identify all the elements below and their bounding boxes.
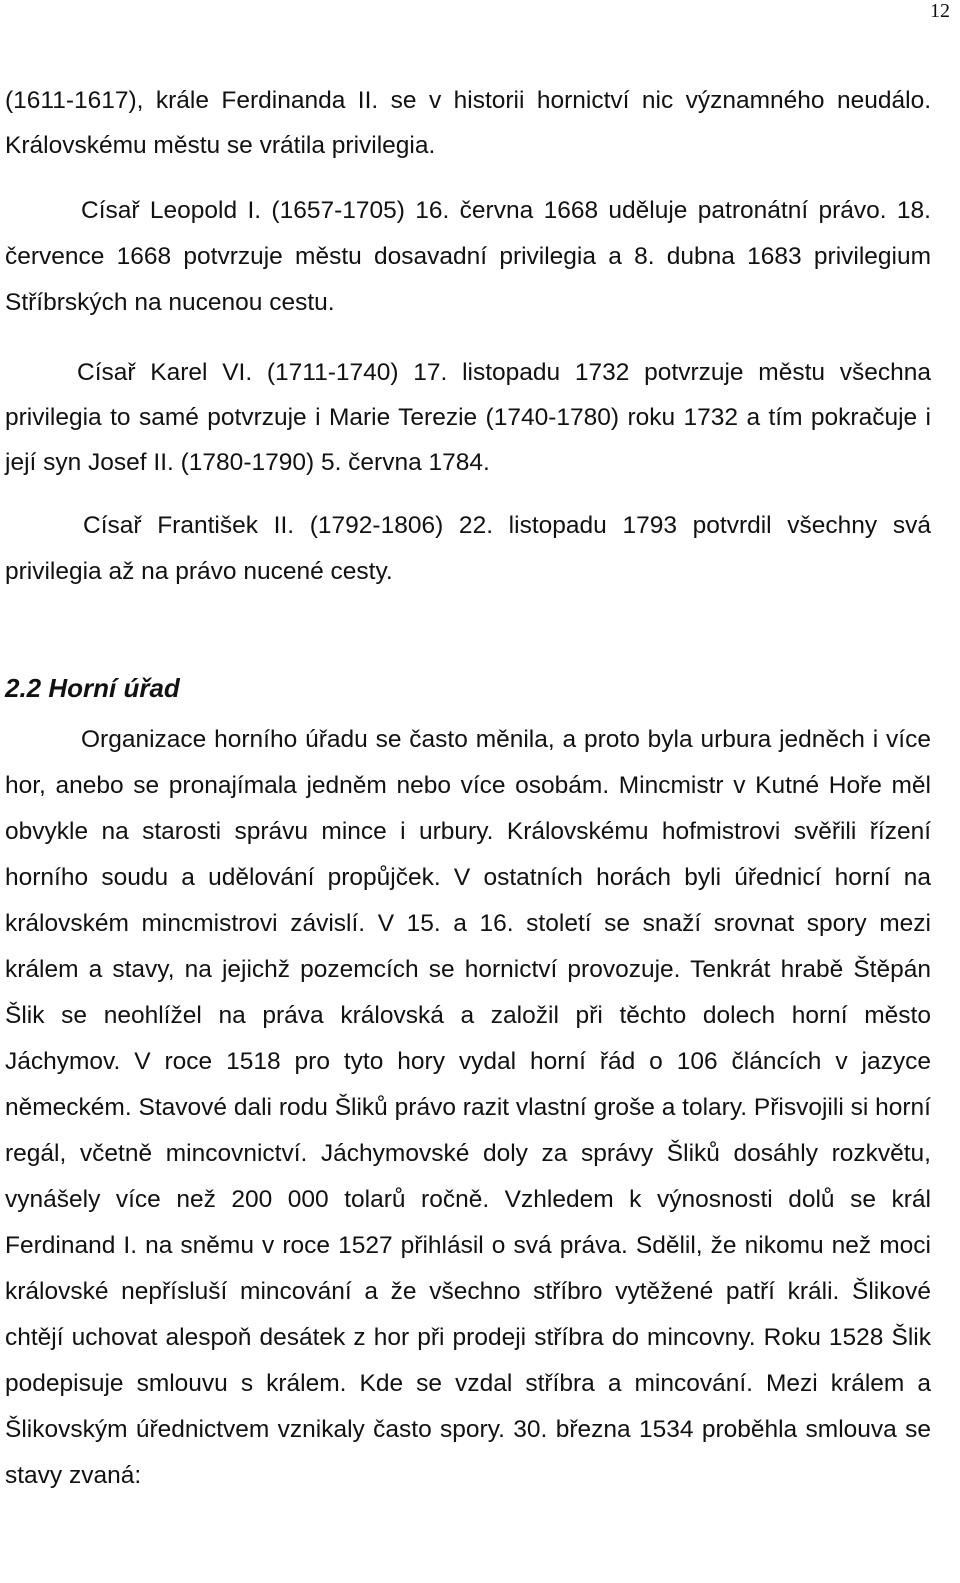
page-number: 12 — [930, 0, 950, 22]
paragraph-frantisek: Císař František II. (1792-1806) 22. listopadu 1793 potvrdil všechny svá privilegia až na právo nucené cesty. — [5, 512, 931, 585]
paragraph-karel: Císař Karel VI. (1711-1740) 17. listopadu 1732 potvrzuje městu všechna privilegia to samé potvrzuje i Marie Terezie (1740-1780) roku 1732 a tím pokračuje i její syn Josef II. (1780-1790) 5. června 1784. — [5, 359, 931, 476]
section-heading: 2.2 Horní úřad — [5, 673, 180, 703]
document-body — [5, 78, 931, 1499]
paragraph-ferdinand: (1611-1617), krále Ferdinanda II. se v historii hornictví nic významného neudálo. Královskému městu se vrátila privilegia. — [5, 87, 931, 159]
section-body: Organizace horního úřadu se často měnila, a proto byla urbura jedněch i více hor, anebo se pronajímala jedněm nebo více osobám. Mincmistr v Kutné Hoře měl obvykle na starosti správu mince i urbury. Královskému hofmistrovi svěřili řízení horního soudu a udělování propůjček. V ostatních horách byli úřednicí horní na královském mincmistrovi závislí. V 15. a 16. století se snaží srovnat spory mezi králem a stavy, na jejichž pozemcích se hornictví provozuje. Tenkrát hrabě Štěpán Šlik se neohlížel na práva královská a založil při těchto dolech horní město Jáchymov. V roce 1518 pro tyto hory vydal horní řád o 106 článcích v jazyce německém. Stavové dali rodu Šliků právo razit vlastní groše a tolary. Přisvojili si horní regál, včetně mincovnictví. Jáchymovské doly za správy Šliků dosáhly rozkvětu, vynášely více než 200 000 tolarů ročně. Vzhledem k výnosnosti dolů se král Ferdinand I. na sněmu v roce 1527 přihlásil o svá práva. Sdělil, že nikomu než moci královské nepřísluší mincování a že všechno stříbro vytěžené patří králi. Šlikové chtějí uchovat alespoň desátek z hor při prodeji stříbra do mincovny. Roku 1528 Šlik podepisuje smlouvu s králem. Kde se vzdal stříbra a mincování. Mezi králem a Šlikovským úřednictvem vznikaly často spory. 30. března 1534 proběhla smlouva se stavy zvaná: — [5, 726, 931, 1489]
paragraph-leopold: Císař Leopold I. (1657-1705) 16. června 1668 uděluje patronátní právo. 18. července 1668 potvrzuje městu dosavadní privilegia a 8. dubna 1683 privilegium Stříbrských na nucenou cestu. — [5, 197, 931, 316]
